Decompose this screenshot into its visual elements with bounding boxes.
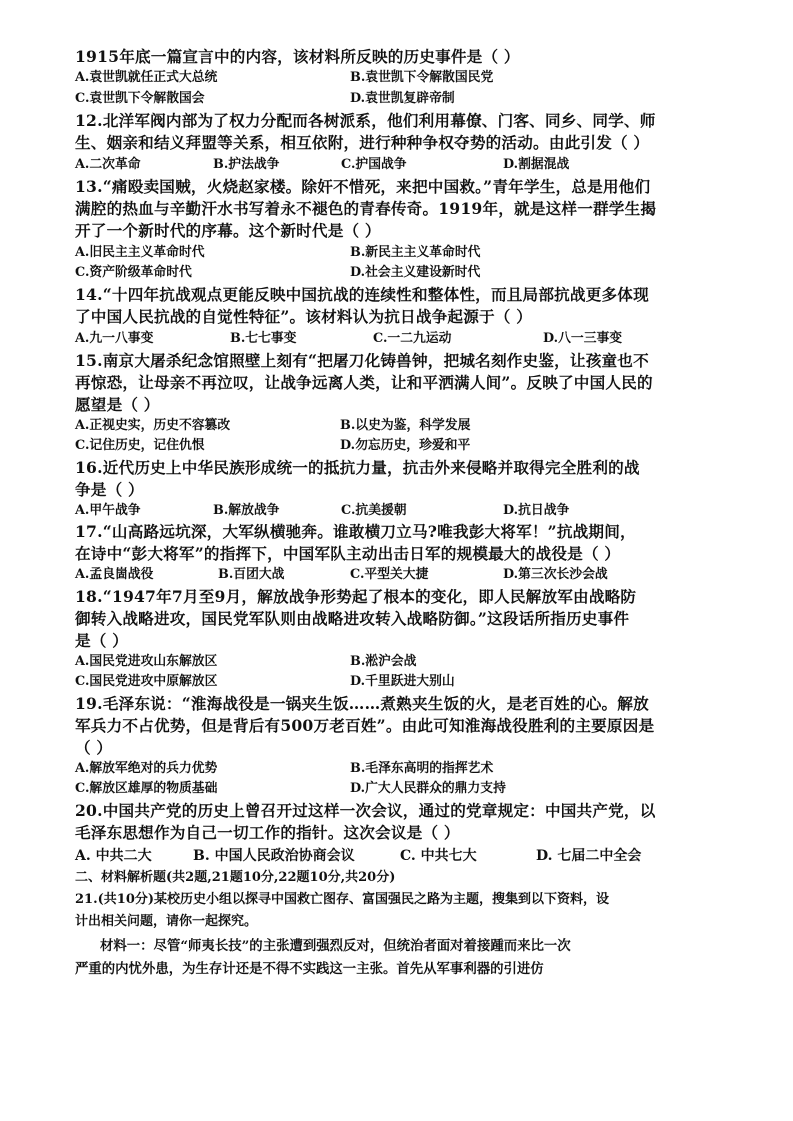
q17-option-a: A.孟良崮战役 bbox=[75, 567, 154, 582]
q13-option-c: C.资产阶级革命时代 bbox=[75, 265, 192, 280]
q19-stem-line3: （ ） bbox=[75, 738, 113, 757]
q21-material-line2: 严重的内忧外患，为生存计还是不得不实践这一主张。首先从军事利器的引进仿 bbox=[75, 961, 544, 977]
q20-option-a: A. 中共二大 bbox=[75, 848, 152, 864]
q16-option-a: A.甲午战争 bbox=[75, 503, 141, 518]
q18-option-a: A.国民党进攻山东解放区 bbox=[75, 654, 218, 669]
q12-options-row bbox=[75, 154, 775, 176]
q11-option-d: D.袁世凯复辟帝制 bbox=[350, 91, 455, 106]
q15-option-a: A.正视史实，历史不容篡改 bbox=[75, 418, 231, 433]
q13-stem-line2: 满腔的热血与辛勤汗水书写着永不褪色的青春传奇。1919年，就是这样一群学生揭 bbox=[75, 199, 657, 218]
q15-option-c: C.记住历史，记住仇恨 bbox=[75, 438, 205, 453]
q15-options-row1 bbox=[75, 415, 775, 437]
q15-stem-line1: 15.南京大屠杀纪念馆照壁上刻有“把屠刀化铸兽钟，把城名刻作史鉴，让孩童也不 bbox=[75, 351, 649, 370]
q21-intro-line1: 21.(共10分)某校历史小组以探寻中国救亡图存、富国强民之路为主题，搜集到以下资料，设 bbox=[75, 892, 610, 907]
q13-options-row2 bbox=[75, 262, 775, 284]
q20-stem-line2: 毛泽东思想作为自己一切工作的指针。这次会议是（ ） bbox=[75, 823, 460, 842]
q16-option-c: C.抗美援朝 bbox=[341, 503, 407, 518]
q19-stem-line2: 军兵力不占优势，但是背后有500万老百姓”。由此可知淮海战役胜利的主要原因是 bbox=[75, 716, 655, 735]
q19-option-b: B.毛泽东高明的指挥艺术 bbox=[350, 761, 494, 776]
q11-option-b: B.袁世凯下令解散国民党 bbox=[350, 70, 494, 85]
q20-option-c: C. 中共七大 bbox=[400, 848, 477, 864]
q21-material-line1: 材料一：尽管“师夷长技”的主张遭到强烈反对，但统治者面对着接踵而来比一次 bbox=[100, 938, 571, 954]
q14-stem-line1: 14.“十四年抗战观点更能反映中国抗战的连续性和整体性，而且局部抗战更多体现 bbox=[75, 285, 649, 304]
q13-option-b: B.新民主主义革命时代 bbox=[350, 245, 481, 260]
q20-stem-line1: 20.中国共产党的历史上曾召开过这样一次会议，通过的党章规定：中国共产党，以 bbox=[75, 801, 656, 820]
q14-stem-line2: 了中国人民抗战的自觉性特征”。该材料认为抗日战争起源于（ ） bbox=[75, 307, 533, 326]
q17-stem-line2: 在诗中“彭大将军”的指挥下，中国军队主动出击日军的规模最大的战役是（ ） bbox=[75, 544, 621, 563]
q19-options-row2 bbox=[75, 778, 775, 800]
q14-option-a: A.九一八事变 bbox=[75, 331, 154, 346]
q13-option-a: A.旧民主主义革命时代 bbox=[75, 245, 205, 260]
q20-options-row bbox=[75, 845, 775, 867]
q18-option-b: B.淞沪会战 bbox=[350, 654, 417, 669]
q14-option-b: B.七七事变 bbox=[230, 331, 297, 346]
q13-stem-line1: 13.“痛殴卖国贼，火烧赵家楼。除奸不惜死，来把中国救。”青年学生，总是用他们 bbox=[75, 177, 651, 196]
q17-options-row bbox=[75, 564, 775, 586]
q18-option-d: D.千里跃进大别山 bbox=[350, 674, 455, 689]
q12-option-b: B.护法战争 bbox=[213, 157, 280, 172]
q17-stem-line1: 17.“山高路远坑深，大军纵横驰奔。谁敢横刀立马?唯我彭大将军！”抗战期间， bbox=[75, 522, 636, 541]
q17-option-d: D.第三次长沙会战 bbox=[503, 567, 608, 582]
q12-option-c: C.护国战争 bbox=[341, 157, 407, 172]
q16-stem-line1: 16.近代历史上中华民族形成统一的抵抗力量，抗击外来侵略并取得完全胜利的战 bbox=[75, 458, 640, 477]
q18-options-row2 bbox=[75, 671, 775, 693]
q12-option-d: D.割据混战 bbox=[503, 157, 570, 172]
q18-option-c: C.国民党进攻中原解放区 bbox=[75, 674, 218, 689]
q17-option-c: C.平型关大捷 bbox=[350, 567, 429, 582]
q20-option-b: B. 中国人民政治协商会议 bbox=[193, 848, 355, 864]
q13-option-d: D.社会主义建设新时代 bbox=[350, 265, 481, 280]
q12-stem-line1: 12.北洋军阀内部为了权力分配而各树派系，他们利用幕僚、门客、同乡、同学、师 bbox=[75, 111, 656, 130]
q19-option-a: A.解放军绝对的兵力优势 bbox=[75, 761, 218, 776]
q12-stem-line2: 生、姻亲和结义拜盟等关系，相互依附，进行种种争权夺势的活动。由此引发（ ） bbox=[75, 133, 650, 152]
q11-option-a: A.袁世凯就任正式大总统 bbox=[75, 70, 218, 85]
q18-stem-line1: 18.“1947年7月至9月，解放战争形势起了根本的变化，即人民解放军由战略防 bbox=[75, 587, 637, 606]
q21-intro-line2: 计出相关问题，请你一起探究。 bbox=[75, 914, 258, 929]
q11-option-c: C.袁世凯下令解散国会 bbox=[75, 91, 205, 106]
q16-options-row bbox=[75, 500, 775, 522]
q19-stem-line1: 19.毛泽东说：“淮海战役是一锅夹生饭……煮熟夹生饭的火，是老百姓的心。解放 bbox=[75, 694, 649, 713]
q13-options-row1 bbox=[75, 242, 775, 264]
q16-stem-line2: 争是（ ） bbox=[75, 480, 144, 499]
q11-options-row2 bbox=[75, 88, 775, 110]
q14-option-d: D.八一三事变 bbox=[543, 331, 623, 346]
q16-option-b: B.解放战争 bbox=[213, 503, 280, 518]
q15-option-d: D.勿忘历史，珍爱和平 bbox=[340, 438, 471, 453]
q20-option-d: D. 七届二中全会 bbox=[536, 848, 642, 864]
q13-stem-line3: 开了一个新时代的序幕。这个新时代是（ ） bbox=[75, 221, 381, 240]
q12-option-a: A.二次革命 bbox=[75, 157, 141, 172]
q18-options-row1 bbox=[75, 651, 775, 673]
q19-options-row1 bbox=[75, 758, 775, 780]
q15-option-b: B.以史为鉴，科学发展 bbox=[340, 418, 471, 433]
q15-stem-line3: 愿望是（ ） bbox=[75, 395, 160, 414]
q16-option-d: D.抗日战争 bbox=[503, 503, 570, 518]
q18-stem-line3: 是（ ） bbox=[75, 631, 129, 650]
q14-options-row bbox=[75, 328, 775, 350]
q15-options-row2 bbox=[75, 435, 775, 457]
q15-stem-line2: 再惊恐，让母亲不再泣叹，让战争远离人类，让和平洒满人间”。反映了中国人民的 bbox=[75, 373, 653, 392]
q14-option-c: C.一二九运动 bbox=[373, 331, 452, 346]
section-heading: 二、材料解析题(共2题,21题10分,22题10分,共20分) bbox=[75, 870, 396, 885]
q19-option-c: C.解放区雄厚的物质基础 bbox=[75, 781, 218, 796]
q17-option-b: B.百团大战 bbox=[218, 567, 285, 582]
q19-option-d: D.广大人民群众的鼎力支持 bbox=[350, 781, 506, 796]
q18-stem-line2: 御转入战略进攻，国民党军队则由战略进攻转入战略防御。”这段话所指历史事件 bbox=[75, 609, 630, 628]
q11-options-row1 bbox=[75, 67, 775, 89]
q11-stem: 1915年底一篇宣言中的内容，该材料所反映的历史事件是（ ） bbox=[75, 47, 520, 66]
